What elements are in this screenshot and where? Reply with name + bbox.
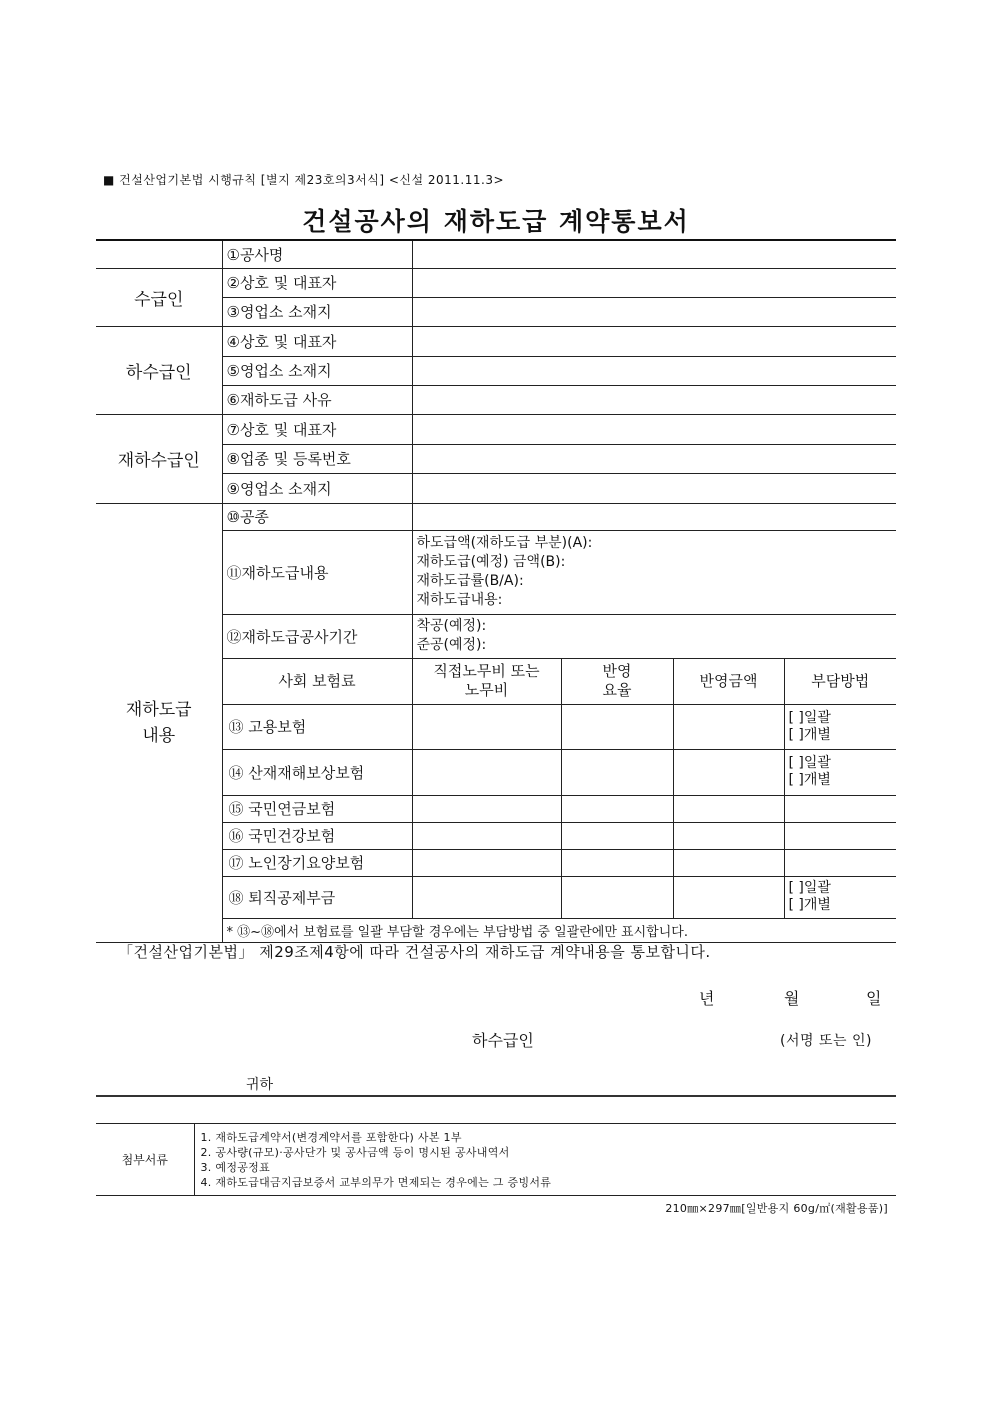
insurance-method-field[interactable] (784, 795, 896, 822)
label-contractor-name: ②상호 및 대표자 (222, 268, 412, 297)
label-contractor-address: ③영업소 소재지 (222, 297, 412, 326)
insurance-name: ⑱ 퇴직공제부금 (222, 876, 412, 918)
method-individual-checkbox[interactable]: [ ]개별 (788, 726, 831, 743)
signature-field[interactable]: (서명 또는 인) (780, 1033, 872, 1049)
insurance-amount-field[interactable] (673, 849, 784, 876)
section-divider (96, 1095, 896, 1097)
row-construction-name (96, 240, 896, 268)
label-construction-name: ①공사명 (222, 240, 412, 268)
insurance-method-field[interactable] (784, 849, 896, 876)
field-contractor-name[interactable] (412, 268, 896, 297)
insurance-amount-field[interactable] (673, 704, 784, 749)
insurance-labor-field[interactable] (412, 849, 561, 876)
date-month-label: 월 (784, 989, 800, 1008)
method-lump-checkbox[interactable]: [ ]일괄 (788, 880, 831, 896)
insurance-method-field[interactable] (784, 704, 896, 749)
date-day-label: 일 (866, 989, 882, 1008)
header-labor-line1: 직접노무비 또는 (433, 662, 540, 680)
label-resub-address: ⑨영업소 소재지 (222, 473, 412, 503)
header-labor-cost (412, 658, 561, 704)
attachments-list (194, 1124, 896, 1196)
method-lump-checkbox[interactable]: [ ]일괄 (788, 755, 831, 771)
header-rate-line2: 요율 (602, 681, 632, 699)
header-method: 부담방법 (784, 658, 896, 704)
form-reference-note: ■ 건설산업기본법 시행규칙 [별지 제23호의3서식] <신설 2011.11.3> (103, 173, 505, 187)
method-individual-checkbox[interactable]: [ ]개별 (788, 897, 831, 913)
insurance-labor-field[interactable] (412, 876, 561, 918)
insurance-rate-field[interactable] (561, 849, 673, 876)
method-lump-checkbox[interactable]: [ ]일괄 (788, 709, 831, 726)
date-year-label: 년 (699, 989, 715, 1008)
period-start: 착공(예정): (416, 618, 487, 634)
insurance-rate-field[interactable] (561, 822, 673, 849)
row-work-type (96, 503, 896, 530)
signer-label: 하수급인 (472, 1031, 534, 1050)
insurance-amount-field[interactable] (673, 822, 784, 849)
attachments-row (96, 1124, 896, 1196)
insurance-note: * ⑬~⑱에서 보험료를 일괄 부담할 경우에는 부담방법 중 일괄란에만 표시합니다. (222, 918, 896, 942)
header-insurance-name: 사회 보험료 (222, 658, 412, 704)
insurance-labor-field[interactable] (412, 822, 561, 849)
insurance-labor-field[interactable] (412, 749, 561, 795)
field-subcontracting-reason[interactable] (412, 385, 896, 414)
content-subcontract-amount: 하도급액(재하도급 부분)(A): (416, 535, 593, 551)
header-rate (561, 658, 673, 704)
attachment-item: 1. 재하도급계약서(변경계약서를 포함한다) 사본 1부 (200, 1130, 462, 1144)
row-resub-name (96, 414, 896, 444)
insurance-rate-field[interactable] (561, 704, 673, 749)
attachment-item: 2. 공사량(규모)·공사단가 및 공사금액 등이 명시된 공사내역서 (200, 1145, 510, 1159)
field-resub-name[interactable] (412, 414, 896, 444)
group-subcontractor: 하수급인 (96, 326, 222, 414)
insurance-name: ⑯ 국민건강보험 (222, 822, 412, 849)
attachments-table (96, 1123, 896, 1196)
field-resub-address[interactable] (412, 473, 896, 503)
paper-spec: 210㎜×297㎜[일반용지 60g/㎡(재활용품)] (665, 1202, 888, 1215)
insurance-name: ⑭ 산재재해보상보험 (222, 749, 412, 795)
group-contractor: 수급인 (96, 268, 222, 326)
insurance-labor-field[interactable] (412, 795, 561, 822)
row-subcontractor-name (96, 326, 896, 356)
attachments-label: 첨부서류 (96, 1124, 194, 1196)
row-contractor-name (96, 268, 896, 297)
field-construction-name[interactable] (412, 240, 896, 268)
insurance-method-field[interactable] (784, 822, 896, 849)
insurance-name: ⑰ 노인장기요양보험 (222, 849, 412, 876)
header-amount: 반영금액 (673, 658, 784, 704)
period-end: 준공(예정): (416, 637, 487, 653)
group-resub-content (96, 503, 222, 942)
insurance-method-field[interactable] (784, 749, 896, 795)
attachment-item: 3. 예정공정표 (200, 1160, 271, 1174)
notification-form-table (96, 239, 896, 943)
field-resub-business[interactable] (412, 444, 896, 473)
label-subcontracting-reason: ⑥재하도급 사유 (222, 385, 412, 414)
header-rate-line1: 반영 (602, 662, 632, 680)
attachment-item: 4. 재하도급대금지급보증서 교부의무가 면제되는 경우에는 그 증빙서류 (200, 1175, 552, 1189)
declaration-text: 「건설산업기본법」 제29조제4항에 따라 건설공사의 재하도급 계약내용을 통보합니다. (118, 943, 711, 961)
field-subcontractor-name[interactable] (412, 326, 896, 356)
insurance-name: ⑮ 국민연금보험 (222, 795, 412, 822)
content-resub-detail: 재하도급내용: (416, 592, 503, 608)
insurance-labor-field[interactable] (412, 704, 561, 749)
field-resub-period[interactable] (412, 614, 896, 658)
insurance-rate-field[interactable] (561, 749, 673, 795)
label-subcontractor-address: ⑤영업소 소재지 (222, 356, 412, 385)
label-subcontractor-name: ④상호 및 대표자 (222, 326, 412, 356)
insurance-name: ⑬ 고용보험 (222, 704, 412, 749)
group-cell-empty (96, 240, 222, 268)
insurance-rate-field[interactable] (561, 876, 673, 918)
group-resub-content-line1: 재하도급 (125, 699, 192, 720)
method-individual-checkbox[interactable]: [ ]개별 (788, 772, 831, 788)
group-resubcontractor: 재하수급인 (96, 414, 222, 503)
group-resub-content-line2: 내용 (142, 725, 176, 746)
insurance-amount-field[interactable] (673, 876, 784, 918)
label-work-type: ⑩공종 (222, 503, 412, 530)
field-subcontractor-address[interactable] (412, 356, 896, 385)
form-title: 건설공사의 재하도급 계약통보서 (302, 207, 690, 236)
header-labor-line2: 노무비 (464, 681, 509, 699)
content-resub-amount: 재하도급(예정) 금액(B): (416, 554, 566, 570)
insurance-amount-field[interactable] (673, 795, 784, 822)
field-contractor-address[interactable] (412, 297, 896, 326)
field-work-type[interactable] (412, 503, 896, 530)
insurance-amount-field[interactable] (673, 749, 784, 795)
content-resub-rate: 재하도급률(B/A): (416, 573, 524, 589)
label-resub-period: ⑫재하도급공사기간 (222, 614, 412, 658)
insurance-rate-field[interactable] (561, 795, 673, 822)
label-resub-content: ⑪재하도급내용 (222, 530, 412, 614)
label-resub-business: ⑧업종 및 등록번호 (222, 444, 412, 473)
field-resub-content[interactable] (412, 530, 896, 614)
label-resub-name: ⑦상호 및 대표자 (222, 414, 412, 444)
insurance-method-field[interactable] (784, 876, 896, 918)
addressee-label: 귀하 (246, 1077, 274, 1093)
